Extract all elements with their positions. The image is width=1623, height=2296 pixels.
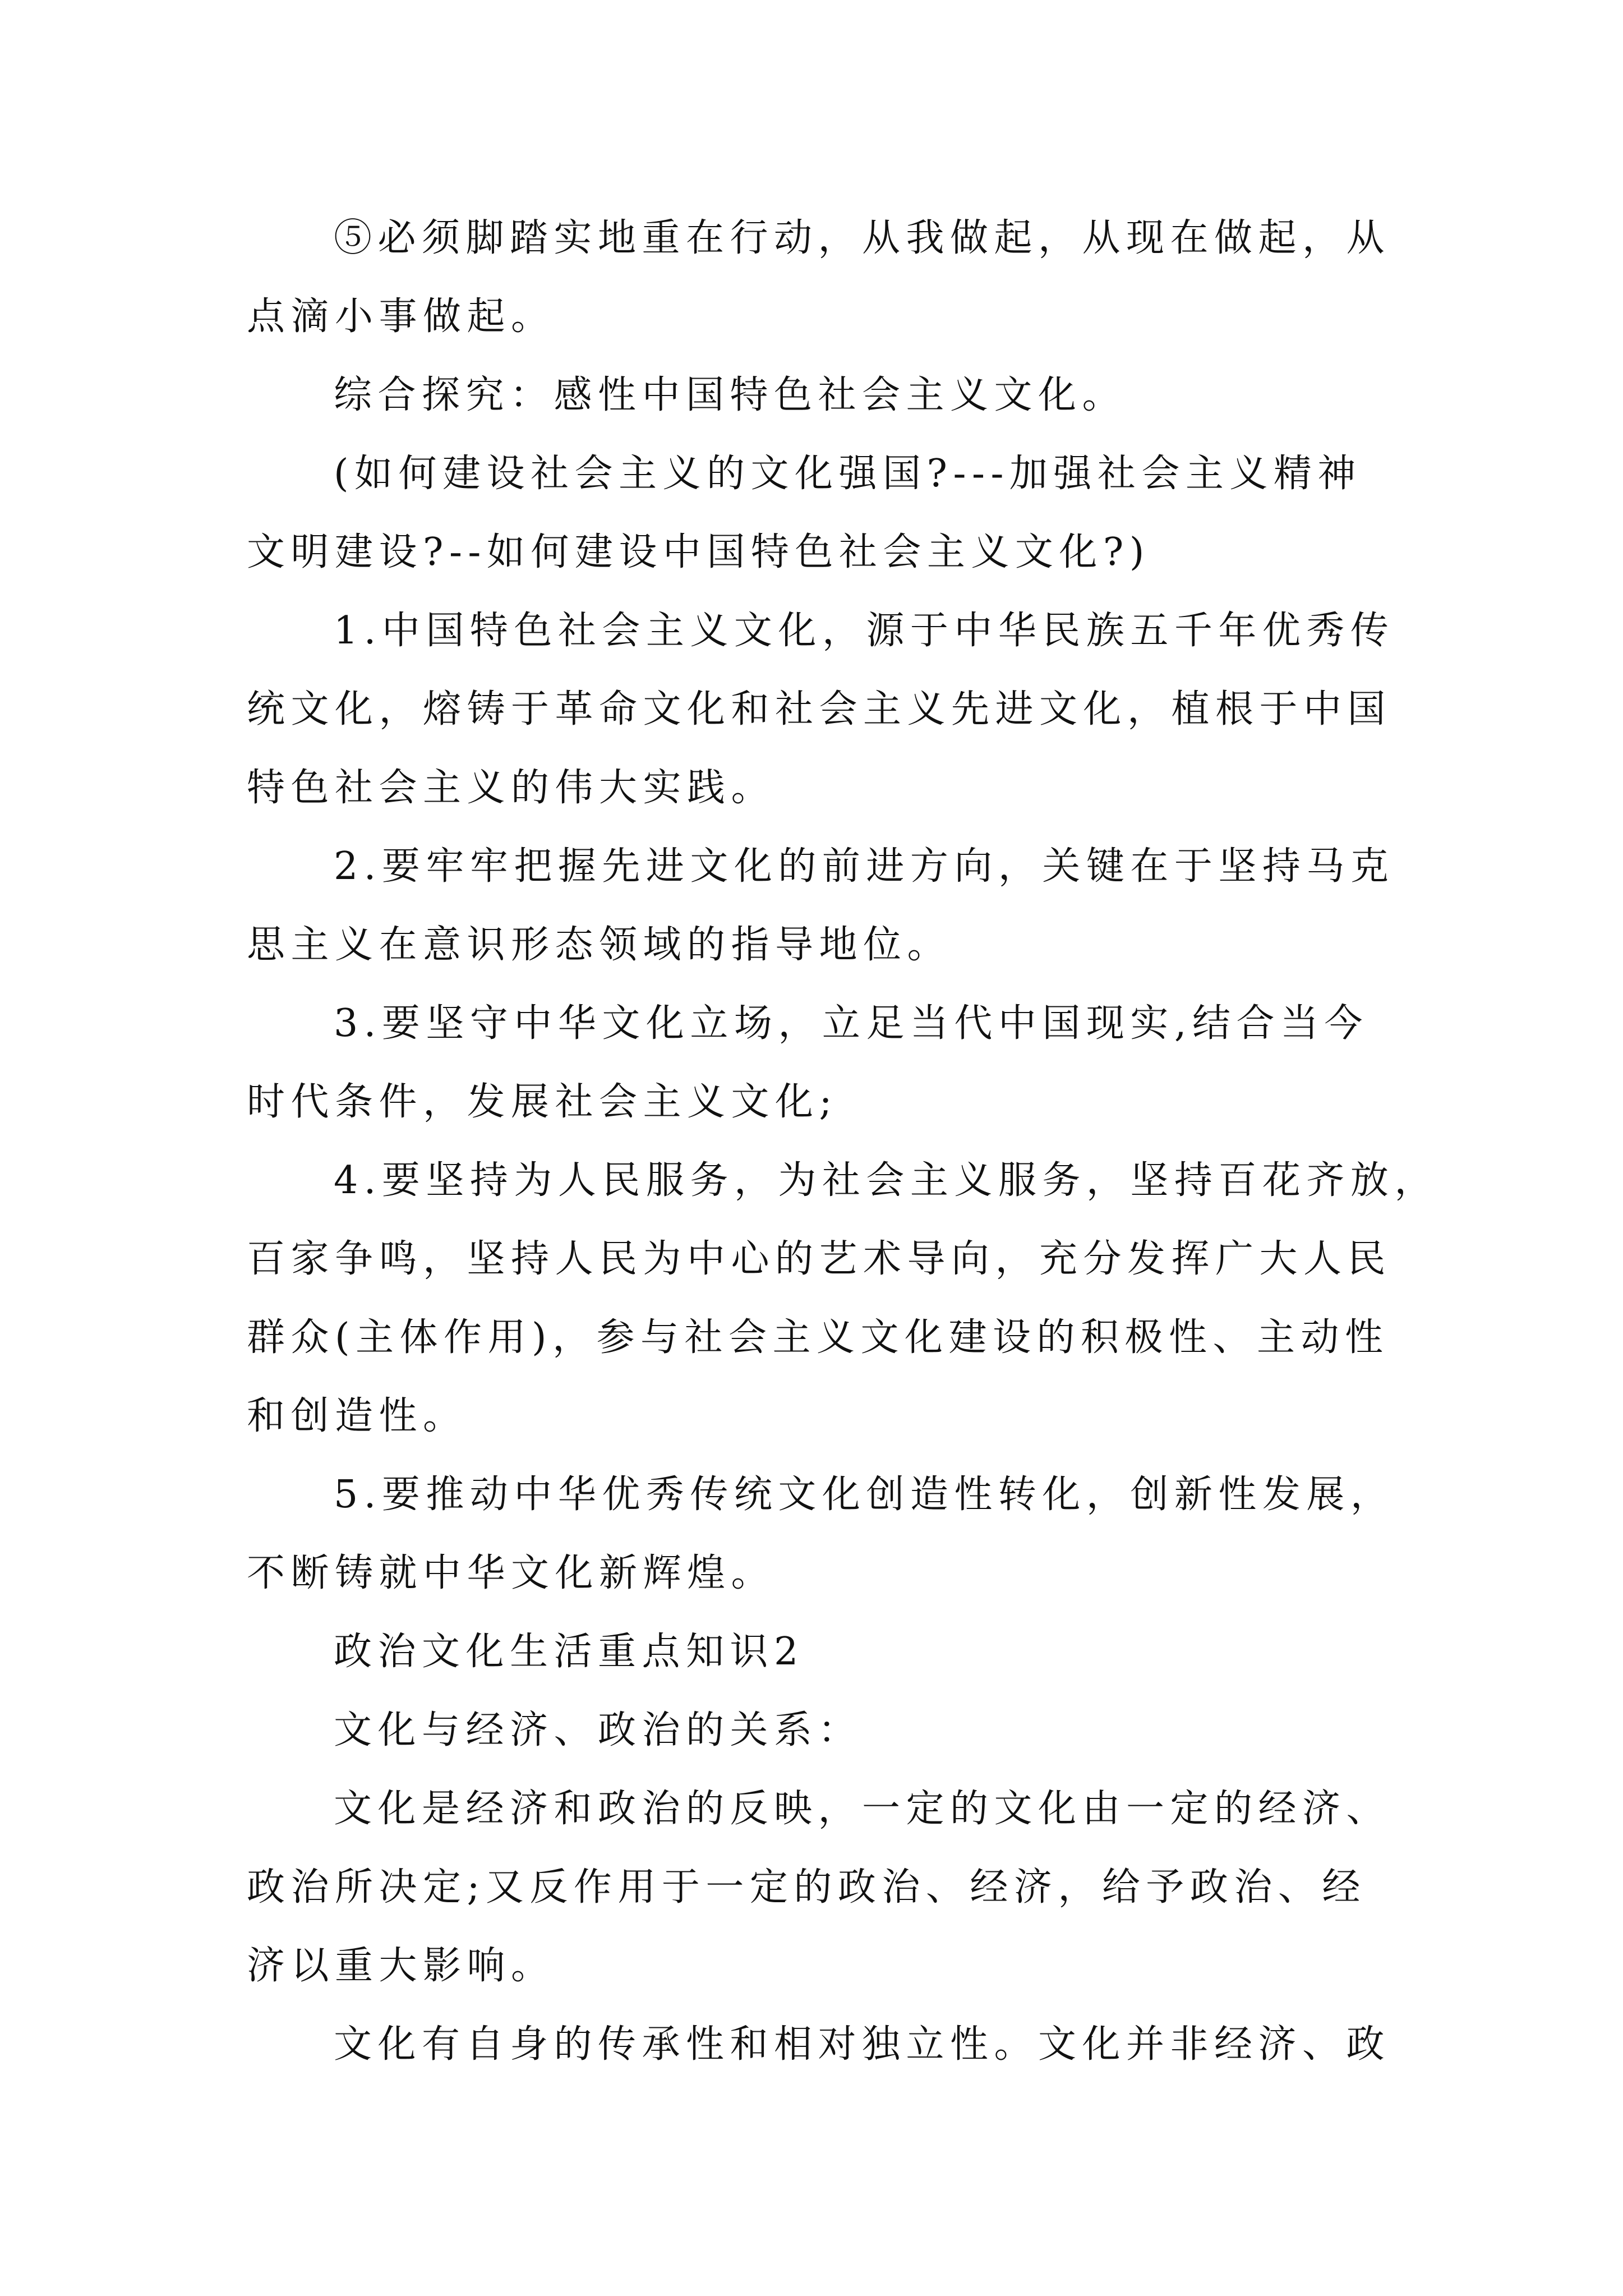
text-line: 5.要推动中华优秀传统文化创造性转化，创新性发展， — [334, 1473, 1395, 1517]
text-line: 综合探究：感性中国特色社会主义文化。 — [334, 373, 1127, 417]
document-page — [247, 0, 1438, 2296]
text-line: 文化有自身的传承性和相对独立性。文化并非经济、政 — [334, 2022, 1391, 2067]
text-line: 不断铸就中华文化新辉煌。 — [247, 1551, 776, 1595]
text-line: 群众(主体作用)，参与社会主义文化建设的积极性、主动性 — [247, 1315, 1389, 1360]
text-line: 文化与经济、政治的关系： — [334, 1708, 863, 1752]
text-line: 百家争鸣，坚持人民为中心的艺术导向，充分发挥广大人民 — [247, 1237, 1392, 1281]
text-line: 点滴小事做起。 — [247, 295, 555, 339]
text-line: 思主义在意识形态领域的指导地位。 — [247, 923, 952, 967]
text-line: 时代条件，发展社会主义文化; — [247, 1080, 838, 1124]
text-line: 3.要坚守中华文化立场，立足当代中国现实,结合当今 — [334, 1001, 1368, 1046]
text-line: 特色社会主义的伟大实践。 — [247, 766, 776, 810]
text-line: 统文化，熔铸于革命文化和社会主义先进文化，植根于中国 — [247, 687, 1392, 731]
text-line: 2.要牢牢把握先进文化的前进方向，关键在于坚持马克 — [334, 844, 1395, 889]
section-heading: 政治文化生活重点知识2 — [334, 1630, 804, 1674]
text-line: 政治所决定;又反作用于一定的政治、经济，给予政治、经 — [247, 1865, 1366, 1910]
text-line: 4.要坚持为人民服务，为社会主义服务，坚持百花齐放， — [334, 1158, 1438, 1203]
text-line: 济以重大影响。 — [247, 1944, 555, 1988]
text-line: 和创造性。 — [247, 1394, 467, 1438]
text-line: 1.中国特色社会主义文化，源于中华民族五千年优秀传 — [334, 609, 1395, 653]
text-line: 文明建设?--如何建设中国特色社会主义文化?) — [247, 530, 1150, 574]
text-line: 文化是经济和政治的反映，一定的文化由一定的经济、 — [334, 1787, 1391, 1831]
text-line: ⑤必须脚踏实地重在行动，从我做起，从现在做起，从 — [334, 216, 1391, 260]
text-line: (如何建设社会主义的文化强国?---加强社会主义精神 — [334, 452, 1362, 496]
